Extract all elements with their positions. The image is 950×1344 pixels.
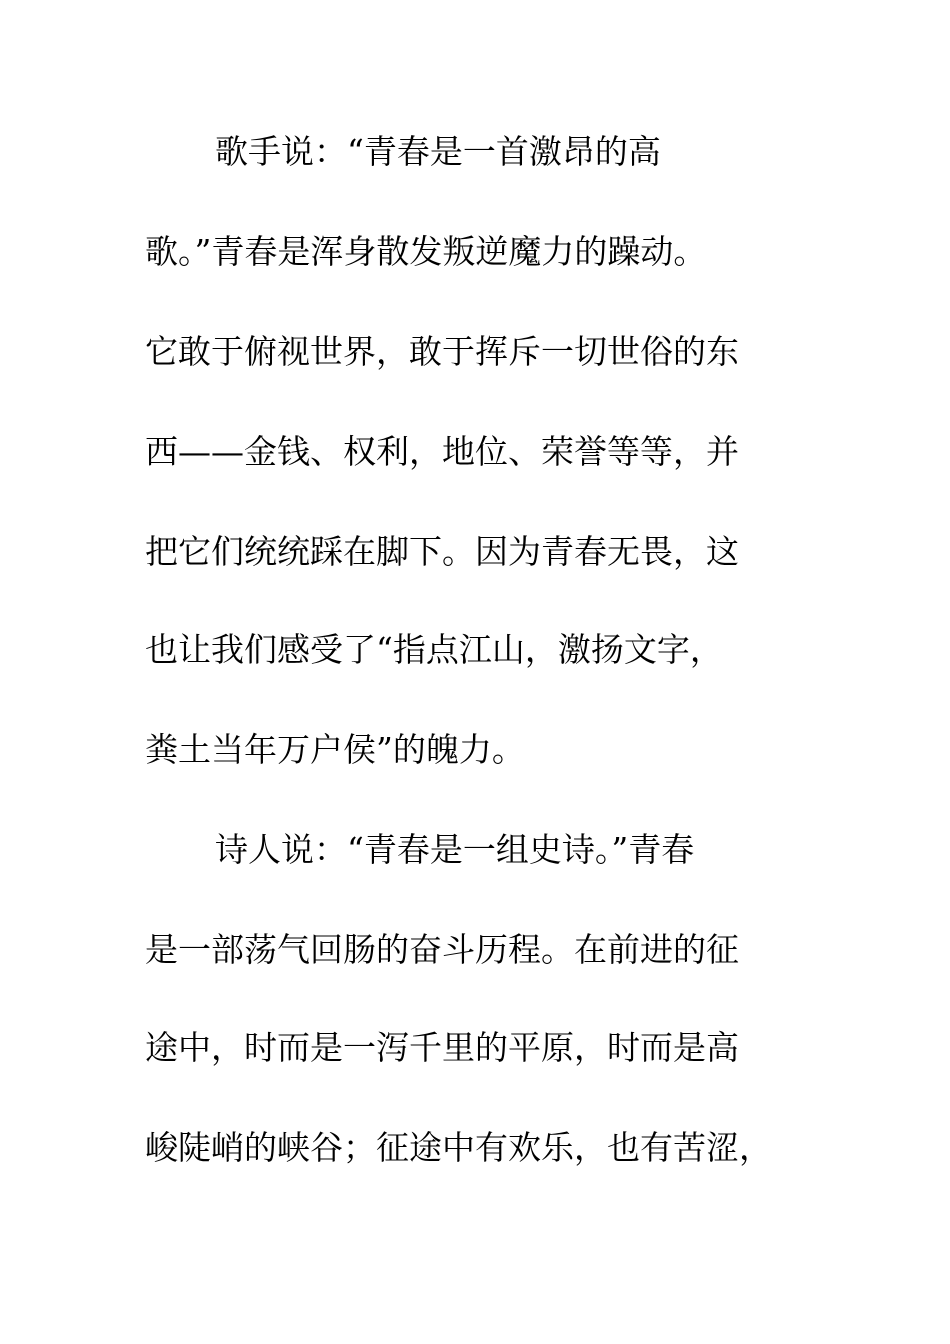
paragraph-1-line-5: 把它们统统踩在脚下。因为青春无畏，这 — [145, 532, 739, 571]
paragraph-1-line-4: 西——金钱、权利，地位、荣誉等等，并 — [145, 432, 739, 471]
paragraph-1-line-2: 歌。”青春是浑身散发叛逆魔力的躁动。 — [145, 232, 707, 271]
paragraph-1-line-6: 也让我们感受了“指点江山，激扬文字， — [145, 630, 723, 669]
paragraph-1-line-1: 歌手说：“青春是一首激昂的高 — [215, 132, 661, 171]
paragraph-2-line-1: 诗人说：“青春是一组史诗。”青春 — [215, 830, 695, 869]
paragraph-1-line-3: 它敢于俯视世界，敢于挥斥一切世俗的东 — [145, 332, 739, 371]
paragraph-2-line-2: 是一部荡气回肠的奋斗历程。在前进的征 — [145, 930, 739, 969]
paragraph-2-line-3: 途中，时而是一泻千里的平原，时而是高 — [145, 1028, 739, 1067]
paragraph-1-line-7: 粪土当年万户侯”的魄力。 — [145, 730, 525, 769]
paragraph-2-line-4: 峻陡峭的峡谷；征途中有欢乐，也有苦涩， — [145, 1128, 772, 1167]
